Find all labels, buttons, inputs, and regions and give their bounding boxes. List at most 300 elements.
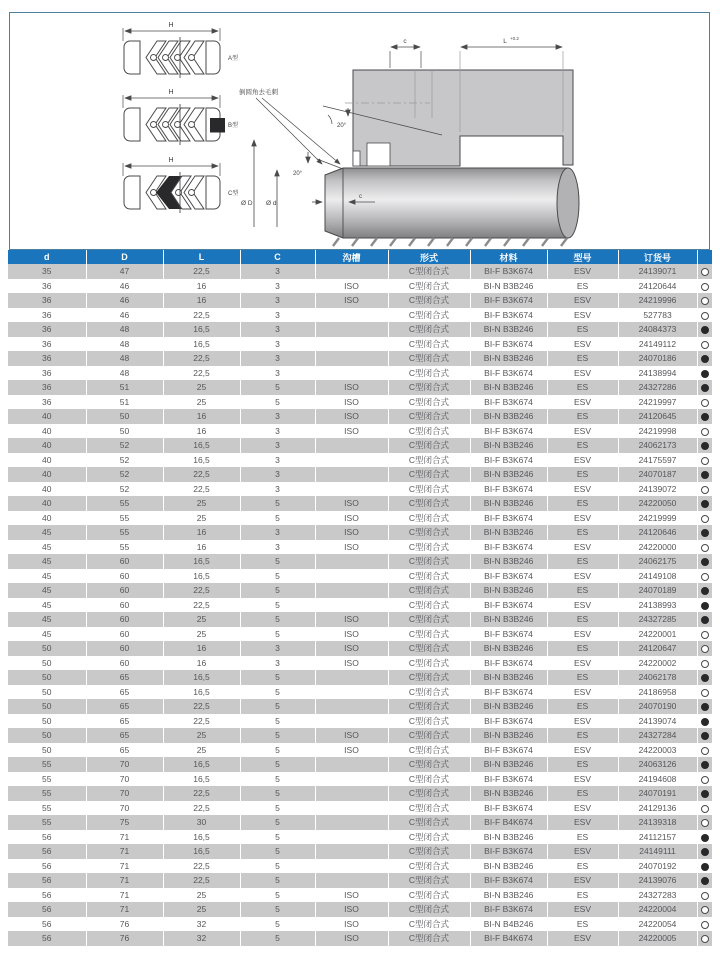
- cell: BI-N B3B246: [470, 786, 547, 801]
- cell: ESV: [547, 656, 618, 671]
- availability-cell: [697, 322, 712, 337]
- cell: ISO: [315, 380, 388, 395]
- dim-c-rod-label: c: [359, 194, 362, 200]
- table-row: [8, 685, 712, 700]
- filled-circle-icon: [701, 834, 709, 842]
- cell: 51: [86, 395, 163, 410]
- cell: BI-N B4B246: [470, 917, 547, 932]
- cell: 55: [8, 772, 86, 787]
- cell: 46: [86, 308, 163, 323]
- cell: C型闭合式: [388, 583, 470, 598]
- cell: C型闭合式: [388, 525, 470, 540]
- cell: ES: [547, 554, 618, 569]
- cell: 16,5: [163, 322, 240, 337]
- open-circle-icon: [701, 892, 709, 900]
- cell: 70: [86, 757, 163, 772]
- cell: [315, 554, 388, 569]
- cell: BI-N B3B246: [470, 583, 547, 598]
- column-header: [697, 250, 712, 264]
- cell: 24139071: [618, 264, 697, 279]
- cell: 55: [8, 801, 86, 816]
- cell: BI-F B3K674: [470, 308, 547, 323]
- cell: BI-F B3K674: [470, 453, 547, 468]
- cell: 56: [8, 902, 86, 917]
- cell: 40: [8, 424, 86, 439]
- cell: ISO: [315, 511, 388, 526]
- table-row: [8, 598, 712, 613]
- cell: 70: [86, 786, 163, 801]
- cell: 48: [86, 322, 163, 337]
- cell: 5: [240, 859, 315, 874]
- open-circle-icon: [701, 631, 709, 639]
- cell: 3: [240, 467, 315, 482]
- cell: C型闭合式: [388, 482, 470, 497]
- table-row: [8, 844, 712, 859]
- cell: [315, 699, 388, 714]
- cell: 5: [240, 830, 315, 845]
- cell: 25: [163, 496, 240, 511]
- cell: BI-F B3K674: [470, 685, 547, 700]
- cell: BI-F B3K674: [470, 540, 547, 555]
- cell: 24219996: [618, 293, 697, 308]
- cell: 50: [86, 424, 163, 439]
- cell: 24327285: [618, 612, 697, 627]
- availability-cell: [697, 351, 712, 366]
- cell: C型闭合式: [388, 685, 470, 700]
- cell: 5: [240, 728, 315, 743]
- cell: 3: [240, 453, 315, 468]
- cell: 40: [8, 496, 86, 511]
- cell: 3: [240, 308, 315, 323]
- table-row: [8, 830, 712, 845]
- filled-circle-icon: [701, 529, 709, 537]
- cell: 40: [8, 438, 86, 453]
- cell: 36: [8, 380, 86, 395]
- cell: ESV: [547, 308, 618, 323]
- table-row: [8, 612, 712, 627]
- cell: 65: [86, 714, 163, 729]
- cell: [315, 714, 388, 729]
- availability-cell: [697, 670, 712, 685]
- cell: ISO: [315, 293, 388, 308]
- cell: ESV: [547, 424, 618, 439]
- filled-circle-icon: [701, 587, 709, 595]
- cell: 16: [163, 656, 240, 671]
- cell: [315, 351, 388, 366]
- cell: 3: [240, 540, 315, 555]
- cell: 16,5: [163, 670, 240, 685]
- cell: ESV: [547, 844, 618, 859]
- filled-circle-icon: [701, 761, 709, 769]
- availability-cell: [697, 598, 712, 613]
- cell: [315, 844, 388, 859]
- cell: BI-F B3K674: [470, 424, 547, 439]
- table-row: [8, 859, 712, 874]
- cell: 45: [8, 540, 86, 555]
- cell: 24139076: [618, 873, 697, 888]
- cell: ISO: [315, 743, 388, 758]
- cell: 5: [240, 757, 315, 772]
- cell: ISO: [315, 612, 388, 627]
- cell: C型闭合式: [388, 366, 470, 381]
- cell: BI-N B3B246: [470, 830, 547, 845]
- table-row: [8, 569, 712, 584]
- cell: 56: [8, 830, 86, 845]
- cell: 16: [163, 540, 240, 555]
- cell: C型闭合式: [388, 308, 470, 323]
- cell: 3: [240, 424, 315, 439]
- cell: ESV: [547, 714, 618, 729]
- cell: 22,5: [163, 786, 240, 801]
- cell: 16,5: [163, 337, 240, 352]
- table-row: [8, 409, 712, 424]
- cell: 5: [240, 496, 315, 511]
- cell: 52: [86, 482, 163, 497]
- cell: 50: [8, 656, 86, 671]
- cell: 24220001: [618, 627, 697, 642]
- cell: 50: [8, 714, 86, 729]
- cell: C型闭合式: [388, 453, 470, 468]
- availability-cell: [697, 917, 712, 932]
- cell: BI-N B3B246: [470, 670, 547, 685]
- cell: C型闭合式: [388, 322, 470, 337]
- table-row: [8, 351, 712, 366]
- cell: 16: [163, 641, 240, 656]
- availability-cell: [697, 409, 712, 424]
- filled-circle-icon: [701, 718, 709, 726]
- cell: 36: [8, 322, 86, 337]
- table-row: [8, 496, 712, 511]
- column-header: 型号: [547, 250, 618, 264]
- open-circle-icon: [701, 428, 709, 436]
- angle-rod-label: 20°: [293, 171, 303, 177]
- cell: 24120644: [618, 279, 697, 294]
- cell: C型闭合式: [388, 279, 470, 294]
- cell: 24220050: [618, 496, 697, 511]
- cell: ISO: [315, 728, 388, 743]
- cell: 5: [240, 699, 315, 714]
- cell: 24070190: [618, 699, 697, 714]
- cell: 22,5: [163, 699, 240, 714]
- table-row: [8, 757, 712, 772]
- cell: 55: [8, 815, 86, 830]
- availability-cell: [697, 264, 712, 279]
- cell: ES: [547, 409, 618, 424]
- cell: 25: [163, 627, 240, 642]
- cell: 16: [163, 409, 240, 424]
- cell: ISO: [315, 279, 388, 294]
- cell: BI-F B3K674: [470, 337, 547, 352]
- cell: ESV: [547, 902, 618, 917]
- cell: ISO: [315, 496, 388, 511]
- dim-label-h-c: H: [168, 157, 174, 164]
- table-row: [8, 583, 712, 598]
- cell: BI-N B3B246: [470, 496, 547, 511]
- table-row: [8, 670, 712, 685]
- cell: BI-N B3B246: [470, 699, 547, 714]
- cell: 22,5: [163, 714, 240, 729]
- cell: 55: [86, 525, 163, 540]
- open-circle-icon: [701, 283, 709, 291]
- cell: 24062173: [618, 438, 697, 453]
- cell: C型闭合式: [388, 380, 470, 395]
- cell: 40: [8, 409, 86, 424]
- cell: C型闭合式: [388, 612, 470, 627]
- open-circle-icon: [701, 399, 709, 407]
- cell: [315, 598, 388, 613]
- cell: [315, 815, 388, 830]
- cell: 45: [8, 598, 86, 613]
- cell: 22,5: [163, 351, 240, 366]
- cell: 5: [240, 844, 315, 859]
- availability-cell: [697, 656, 712, 671]
- cell: 25: [163, 888, 240, 903]
- cell: BI-F B3K674: [470, 714, 547, 729]
- cell: 55: [8, 786, 86, 801]
- availability-cell: [697, 772, 712, 787]
- cell: C型闭合式: [388, 540, 470, 555]
- cell: 36: [8, 337, 86, 352]
- cell: 40: [8, 511, 86, 526]
- cell: 75: [86, 815, 163, 830]
- cell: 50: [8, 685, 86, 700]
- open-circle-icon: [701, 819, 709, 827]
- cell: 16,5: [163, 757, 240, 772]
- cell: BI-F B3K674: [470, 511, 547, 526]
- cell: BI-N B3B246: [470, 728, 547, 743]
- column-header: C: [240, 250, 315, 264]
- cell: 22,5: [163, 308, 240, 323]
- cell: 3: [240, 438, 315, 453]
- cell: 25: [163, 395, 240, 410]
- table-row: [8, 656, 712, 671]
- cell: 71: [86, 888, 163, 903]
- open-circle-icon: [701, 312, 709, 320]
- cell: 24139074: [618, 714, 697, 729]
- open-circle-icon: [701, 341, 709, 349]
- cell: ESV: [547, 482, 618, 497]
- availability-cell: [697, 395, 712, 410]
- cell: 60: [86, 641, 163, 656]
- cell: 35: [8, 264, 86, 279]
- spec-table: [8, 250, 712, 946]
- cell: C型闭合式: [388, 511, 470, 526]
- cell: 24327283: [618, 888, 697, 903]
- cell: [315, 308, 388, 323]
- cell: 45: [8, 627, 86, 642]
- cell: 32: [163, 917, 240, 932]
- cell: 45: [8, 554, 86, 569]
- open-circle-icon: [701, 297, 709, 305]
- cell: ESV: [547, 264, 618, 279]
- cell: 40: [8, 482, 86, 497]
- availability-cell: [697, 380, 712, 395]
- filled-circle-icon: [701, 602, 709, 610]
- cell: 5: [240, 554, 315, 569]
- cell: C型闭合式: [388, 554, 470, 569]
- cell: C型闭合式: [388, 293, 470, 308]
- open-circle-icon: [701, 573, 709, 581]
- table-row: [8, 699, 712, 714]
- cell: [315, 583, 388, 598]
- cell: ISO: [315, 627, 388, 642]
- cell: ISO: [315, 888, 388, 903]
- cell: ES: [547, 380, 618, 395]
- cell: 55: [86, 496, 163, 511]
- availability-cell: [697, 714, 712, 729]
- cell: 5: [240, 815, 315, 830]
- cell: 24120647: [618, 641, 697, 656]
- availability-cell: [697, 699, 712, 714]
- cell: ESV: [547, 395, 618, 410]
- table-row: [8, 453, 712, 468]
- cell: 25: [163, 728, 240, 743]
- cell: [315, 569, 388, 584]
- table-row: [8, 641, 712, 656]
- cell: 65: [86, 699, 163, 714]
- cell: ESV: [547, 627, 618, 642]
- table-row: [8, 714, 712, 729]
- cell: 22,5: [163, 583, 240, 598]
- cell: 36: [8, 308, 86, 323]
- technical-drawing: [9, 12, 711, 250]
- availability-cell: [697, 453, 712, 468]
- cell: 24219997: [618, 395, 697, 410]
- cell: 3: [240, 279, 315, 294]
- cell: BI-F B3K674: [470, 264, 547, 279]
- cell: 5: [240, 598, 315, 613]
- cell: 24327286: [618, 380, 697, 395]
- open-circle-icon: [701, 515, 709, 523]
- availability-cell: [697, 757, 712, 772]
- cell: 52: [86, 467, 163, 482]
- cell: [315, 859, 388, 874]
- cell: 5: [240, 743, 315, 758]
- table-row: [8, 902, 712, 917]
- filled-circle-icon: [701, 413, 709, 421]
- cell: BI-N B3B246: [470, 322, 547, 337]
- cell: 5: [240, 801, 315, 816]
- cell: C型闭合式: [388, 409, 470, 424]
- cell: 24139072: [618, 482, 697, 497]
- cell: 24120646: [618, 525, 697, 540]
- cell: ES: [547, 641, 618, 656]
- cell: C型闭合式: [388, 627, 470, 642]
- cell: BI-F B3K674: [470, 873, 547, 888]
- cell: 5: [240, 917, 315, 932]
- cell: BI-F B3K674: [470, 743, 547, 758]
- cell: 3: [240, 482, 315, 497]
- cell: ES: [547, 728, 618, 743]
- cell: 24138993: [618, 598, 697, 613]
- cell: 3: [240, 525, 315, 540]
- cell: 32: [163, 931, 240, 946]
- table-row: [8, 366, 712, 381]
- cell: 5: [240, 511, 315, 526]
- table-row: [8, 293, 712, 308]
- cell: BI-F B4K674: [470, 815, 547, 830]
- table-row: [8, 308, 712, 323]
- dia-D-label: Ø D: [241, 200, 253, 207]
- cell: ESV: [547, 511, 618, 526]
- cell: 65: [86, 670, 163, 685]
- cell: 3: [240, 337, 315, 352]
- table-header-row: [8, 250, 712, 264]
- cell: BI-F B3K674: [470, 569, 547, 584]
- cell: 5: [240, 873, 315, 888]
- cell: 24129136: [618, 801, 697, 816]
- cell: 25: [163, 380, 240, 395]
- cell: 56: [8, 859, 86, 874]
- installation-section-view: [239, 36, 579, 246]
- cell: 24149112: [618, 337, 697, 352]
- cell: C型闭合式: [388, 641, 470, 656]
- cell: 16,5: [163, 685, 240, 700]
- filled-circle-icon: [701, 558, 709, 566]
- cell: 51: [86, 380, 163, 395]
- cell: 24138994: [618, 366, 697, 381]
- cell: 5: [240, 888, 315, 903]
- column-header: 订货号: [618, 250, 697, 264]
- cell: 24175597: [618, 453, 697, 468]
- cell: 71: [86, 830, 163, 845]
- open-circle-icon: [701, 747, 709, 755]
- cell: 55: [86, 511, 163, 526]
- filled-circle-icon: [701, 703, 709, 711]
- table-row: [8, 554, 712, 569]
- cell: BI-F B3K674: [470, 366, 547, 381]
- filled-circle-icon: [701, 384, 709, 392]
- cell: 24220054: [618, 917, 697, 932]
- cell: 3: [240, 656, 315, 671]
- cell: ES: [547, 583, 618, 598]
- cell: 22,5: [163, 598, 240, 613]
- cell: [315, 757, 388, 772]
- availability-cell: [697, 554, 712, 569]
- cell: 16: [163, 525, 240, 540]
- cell: 22,5: [163, 482, 240, 497]
- availability-cell: [697, 844, 712, 859]
- table-row: [8, 772, 712, 787]
- cell: 16,5: [163, 772, 240, 787]
- cell: [315, 337, 388, 352]
- cell: C型闭合式: [388, 844, 470, 859]
- cell: ESV: [547, 337, 618, 352]
- cell: 71: [86, 859, 163, 874]
- table-row: [8, 279, 712, 294]
- cell: 22,5: [163, 467, 240, 482]
- cell: 24120645: [618, 409, 697, 424]
- availability-cell: [697, 815, 712, 830]
- open-circle-icon: [701, 268, 709, 276]
- availability-cell: [697, 902, 712, 917]
- table-row: [8, 482, 712, 497]
- cell: 16,5: [163, 453, 240, 468]
- cell: [315, 453, 388, 468]
- table-row: [8, 931, 712, 946]
- cell: BI-N B3B246: [470, 351, 547, 366]
- cell: 16,5: [163, 438, 240, 453]
- cell: C型闭合式: [388, 569, 470, 584]
- cell: C型闭合式: [388, 743, 470, 758]
- open-circle-icon: [701, 486, 709, 494]
- cell: ESV: [547, 801, 618, 816]
- cell: C型闭合式: [388, 830, 470, 845]
- availability-cell: [697, 728, 712, 743]
- cell: 36: [8, 395, 86, 410]
- cell: 50: [8, 743, 86, 758]
- availability-cell: [697, 424, 712, 439]
